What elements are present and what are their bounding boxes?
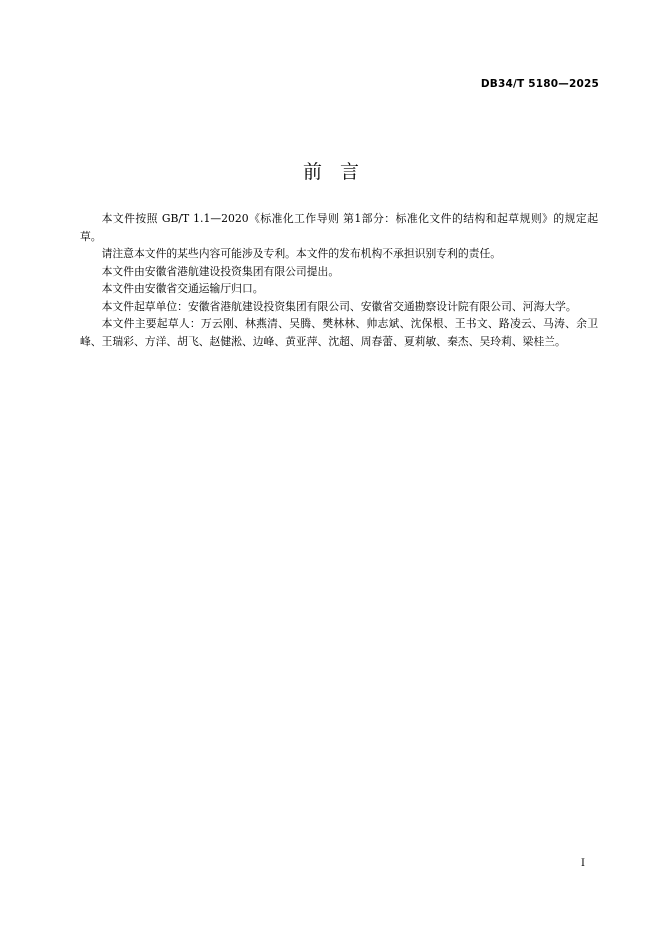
paragraph-proposer: 本文件由安徽省港航建设投资集团有限公司提出。	[101, 264, 340, 278]
page-number: I	[581, 858, 585, 869]
paragraph-drafting-basis: 本文件按照 GB/T 1.1—2020《标准化工作导则 第1部分：标准化文件的结构和起草规则》的规定起草。	[80, 212, 598, 243]
foreword-body	[80, 210, 598, 350]
page-title: 前 言	[302, 161, 360, 183]
paragraph-drafting-units: 本文件起草单位：安徽省港航建设投资集团有限公司、安徽省交通勘察设计院有限公司、河海大学。	[101, 299, 577, 313]
paragraph-patent-notice: 请注意本文件的某些内容可能涉及专利。本文件的发布机构不承担识别专利的责任。	[101, 247, 502, 260]
paragraph-administrator: 本文件由安徽省交通运输厅归口。	[101, 282, 264, 295]
document-code: DB34/T 5180—2025	[480, 78, 599, 90]
paragraph-drafters: 本文件主要起草人：万云刚、林燕清、吴腾、樊林林、帅志斌、沈保根、王书文、路凌云、马涛、余卫峰、王瑞彩、方洋、胡飞、赵健淞、边峰、黄亚萍、沈超、周春蕾、夏莉敏、秦杰、吴玲莉、梁桂兰。	[80, 317, 598, 348]
